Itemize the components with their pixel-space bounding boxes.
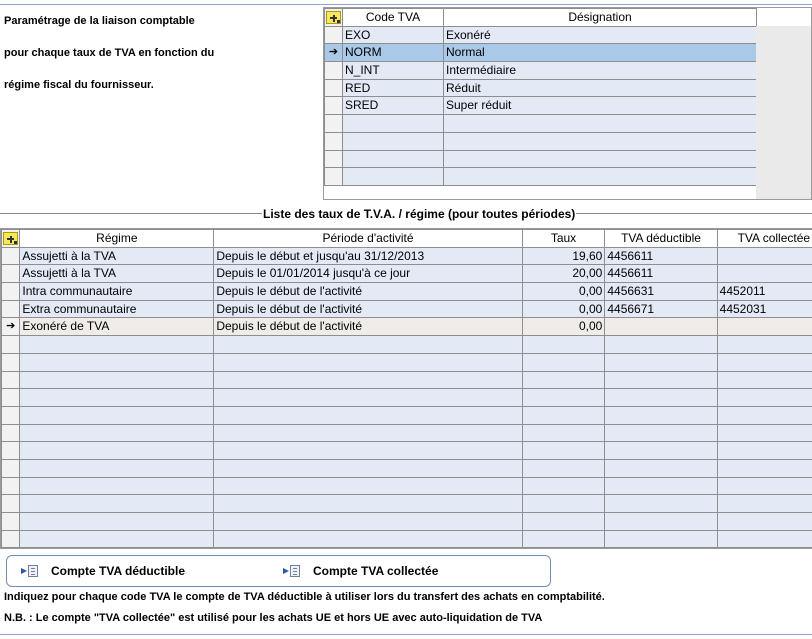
empty-cell[interactable] xyxy=(522,389,605,407)
taux-cell[interactable]: 0,00 xyxy=(522,300,605,318)
code-cell[interactable]: RED xyxy=(343,79,444,97)
tva-regimes-grid[interactable] xyxy=(0,228,812,549)
row-indicator[interactable] xyxy=(2,318,20,336)
empty-cell[interactable] xyxy=(20,353,214,371)
code-cell[interactable]: N_INT xyxy=(343,62,444,80)
regime-cell[interactable]: Intra communautaire xyxy=(20,283,214,301)
empty-cell[interactable] xyxy=(717,389,812,407)
table-row[interactable] xyxy=(325,168,757,186)
table-row[interactable] xyxy=(325,62,757,80)
empty-cell[interactable] xyxy=(522,530,605,548)
empty-cell[interactable] xyxy=(20,495,214,513)
table-row[interactable] xyxy=(2,424,812,442)
empty-cell[interactable] xyxy=(717,442,812,460)
empty-cell[interactable] xyxy=(444,115,757,133)
empty-cell[interactable] xyxy=(605,424,717,442)
empty-cell[interactable] xyxy=(717,371,812,389)
row-indicator[interactable] xyxy=(2,283,20,301)
empty-cell[interactable] xyxy=(522,513,605,531)
regime-cell[interactable]: Extra communautaire xyxy=(20,300,214,318)
row-indicator[interactable] xyxy=(325,115,343,133)
empty-cell[interactable] xyxy=(214,336,522,354)
column-header-periode[interactable]: Période d'activité xyxy=(214,230,522,248)
deductible-cell[interactable] xyxy=(605,318,717,336)
row-indicator[interactable] xyxy=(325,168,343,186)
row-indicator[interactable] xyxy=(2,300,20,318)
table-row[interactable] xyxy=(2,459,812,477)
table-row[interactable] xyxy=(2,530,812,548)
row-indicator[interactable] xyxy=(2,406,20,424)
grid-empty-area xyxy=(756,26,812,200)
empty-cell[interactable] xyxy=(605,406,717,424)
taux-cell[interactable]: 19,60 xyxy=(522,247,605,265)
row-indicator[interactable] xyxy=(2,371,20,389)
empty-cell[interactable] xyxy=(605,459,717,477)
empty-cell[interactable] xyxy=(343,150,444,168)
link-account-icon xyxy=(21,564,39,578)
empty-cell[interactable] xyxy=(214,389,522,407)
row-indicator[interactable] xyxy=(325,62,343,80)
collectee-cell[interactable]: 4452011 xyxy=(717,283,812,301)
intro-line-1: Paramétrage de la liaison comptable xyxy=(4,15,195,27)
row-indicator[interactable] xyxy=(2,389,20,407)
empty-cell[interactable] xyxy=(214,353,522,371)
table-row[interactable] xyxy=(2,247,812,265)
empty-cell[interactable] xyxy=(605,389,717,407)
row-indicator[interactable] xyxy=(2,424,20,442)
periode-cell[interactable]: Depuis le 01/01/2014 jusqu'à ce jour xyxy=(214,265,522,283)
row-indicator[interactable] xyxy=(325,132,343,150)
code-cell[interactable]: NORM xyxy=(343,44,444,62)
table-row[interactable] xyxy=(2,513,812,531)
empty-cell[interactable] xyxy=(214,477,522,495)
table-row[interactable] xyxy=(2,265,812,283)
empty-cell[interactable] xyxy=(20,406,214,424)
table-row[interactable] xyxy=(325,115,757,133)
regime-cell[interactable]: Assujetti à la TVA xyxy=(20,247,214,265)
empty-cell[interactable] xyxy=(20,459,214,477)
taux-cell[interactable]: 0,00 xyxy=(522,318,605,336)
column-header-deductible[interactable]: TVA déductible xyxy=(605,230,717,248)
empty-cell[interactable] xyxy=(605,477,717,495)
row-pointer-icon: ➔ xyxy=(6,320,16,333)
empty-cell[interactable] xyxy=(214,406,522,424)
section-title: Liste des taux de T.V.A. / régime (pour toutes périodes) xyxy=(263,207,576,221)
row-indicator[interactable] xyxy=(325,26,343,44)
add-row-button[interactable] xyxy=(325,9,343,27)
empty-cell[interactable] xyxy=(214,442,522,460)
empty-cell[interactable] xyxy=(214,424,522,442)
empty-cell[interactable] xyxy=(444,168,757,186)
account-toolbar xyxy=(6,555,551,587)
table-row[interactable] xyxy=(325,150,757,168)
empty-cell[interactable] xyxy=(214,513,522,531)
empty-cell[interactable] xyxy=(444,132,757,150)
deductible-cell[interactable]: 4456611 xyxy=(605,247,717,265)
empty-cell[interactable] xyxy=(214,371,522,389)
collectee-button-label: Compte TVA collectée xyxy=(313,564,439,578)
table-row[interactable] xyxy=(2,353,812,371)
empty-cell[interactable] xyxy=(605,513,717,531)
collectee-cell[interactable] xyxy=(717,318,812,336)
empty-cell[interactable] xyxy=(717,477,812,495)
empty-cell[interactable] xyxy=(717,513,812,531)
empty-cell[interactable] xyxy=(605,371,717,389)
nb-note: N.B. : Le compte "TVA collectée" est utilisé pour les achats UE et hors UE avec auto-liquidation de TVA xyxy=(4,612,543,624)
empty-cell[interactable] xyxy=(522,353,605,371)
empty-cell[interactable] xyxy=(605,442,717,460)
table-row[interactable] xyxy=(325,44,757,62)
empty-cell[interactable] xyxy=(605,530,717,548)
designation-cell[interactable]: Normal xyxy=(444,44,757,62)
collectee-cell[interactable]: 4452031 xyxy=(717,300,812,318)
table-row[interactable] xyxy=(2,300,812,318)
table-row[interactable] xyxy=(2,283,812,301)
table-row[interactable] xyxy=(2,336,812,354)
taux-cell[interactable]: 20,00 xyxy=(522,265,605,283)
column-header-collectee[interactable]: TVA collectée xyxy=(717,230,812,248)
empty-cell[interactable] xyxy=(343,168,444,186)
deductible-cell[interactable]: 4456631 xyxy=(605,283,717,301)
empty-cell[interactable] xyxy=(605,353,717,371)
empty-cell[interactable] xyxy=(605,336,717,354)
row-indicator[interactable] xyxy=(2,530,20,548)
empty-cell[interactable] xyxy=(20,424,214,442)
empty-cell[interactable] xyxy=(20,336,214,354)
empty-cell[interactable] xyxy=(717,530,812,548)
row-indicator[interactable] xyxy=(2,513,20,531)
top-divider xyxy=(0,4,812,5)
row-indicator[interactable] xyxy=(2,247,20,265)
empty-cell[interactable] xyxy=(522,406,605,424)
tva-codes-grid[interactable] xyxy=(323,7,812,200)
regime-cell[interactable]: Exonéré de TVA xyxy=(20,318,214,336)
row-indicator[interactable] xyxy=(2,459,20,477)
table-row[interactable] xyxy=(325,132,757,150)
empty-cell[interactable] xyxy=(20,513,214,531)
empty-cell[interactable] xyxy=(522,336,605,354)
table-row[interactable] xyxy=(325,26,757,44)
empty-cell[interactable] xyxy=(717,495,812,513)
code-cell[interactable]: EXO xyxy=(343,26,444,44)
empty-cell[interactable] xyxy=(20,477,214,495)
section-rule-right xyxy=(572,213,812,214)
empty-cell[interactable] xyxy=(717,353,812,371)
table-row[interactable] xyxy=(2,389,812,407)
column-header-regime[interactable]: Régime xyxy=(20,230,214,248)
periode-cell[interactable]: Depuis le début de l'activité xyxy=(214,318,522,336)
collectee-cell[interactable] xyxy=(717,247,812,265)
intro-line-3: régime fiscal du fournisseur. xyxy=(4,79,154,91)
help-note: Indiquez pour chaque code TVA le compte de TVA déductible à utiliser lors du transfert des achats en comptabilité. xyxy=(4,591,605,603)
empty-cell[interactable] xyxy=(605,495,717,513)
deductible-button-label: Compte TVA déductible xyxy=(51,564,186,578)
empty-cell[interactable] xyxy=(522,371,605,389)
empty-cell[interactable] xyxy=(717,336,812,354)
row-indicator[interactable] xyxy=(2,442,20,460)
deductible-cell[interactable]: 4456671 xyxy=(605,300,717,318)
table-row[interactable] xyxy=(2,406,812,424)
empty-cell[interactable] xyxy=(20,530,214,548)
row-indicator[interactable] xyxy=(325,79,343,97)
empty-cell[interactable] xyxy=(20,442,214,460)
empty-cell[interactable] xyxy=(214,459,522,477)
intro-text xyxy=(4,14,304,110)
row-indicator[interactable] xyxy=(2,336,20,354)
empty-cell[interactable] xyxy=(343,132,444,150)
collectee-cell[interactable] xyxy=(717,265,812,283)
section-rule-left xyxy=(0,213,262,214)
table-row[interactable] xyxy=(2,318,812,336)
regime-cell[interactable]: Assujetti à la TVA xyxy=(20,265,214,283)
add-row-icon xyxy=(3,232,18,245)
code-cell[interactable]: SRED xyxy=(343,97,444,115)
periode-cell[interactable]: Depuis le début de l'activité xyxy=(214,283,522,301)
empty-cell[interactable] xyxy=(20,371,214,389)
compte-tva-deductible-button[interactable] xyxy=(21,564,185,578)
table-row[interactable] xyxy=(2,371,812,389)
row-indicator[interactable] xyxy=(2,495,20,513)
table-row[interactable] xyxy=(325,79,757,97)
link-account-icon xyxy=(283,564,301,578)
column-header-designation[interactable]: Désignation xyxy=(444,9,757,27)
row-indicator[interactable] xyxy=(325,97,343,115)
periode-cell[interactable]: Depuis le début de l'activité xyxy=(214,300,522,318)
empty-cell[interactable] xyxy=(214,530,522,548)
deductible-cell[interactable]: 4456611 xyxy=(605,265,717,283)
empty-cell[interactable] xyxy=(444,150,757,168)
periode-cell[interactable]: Depuis le début et jusqu'au 31/12/2013 xyxy=(214,247,522,265)
designation-cell[interactable]: Intermédiaire xyxy=(444,62,757,80)
empty-cell[interactable] xyxy=(214,495,522,513)
empty-cell[interactable] xyxy=(522,459,605,477)
designation-cell[interactable]: Réduit xyxy=(444,79,757,97)
empty-cell[interactable] xyxy=(20,389,214,407)
empty-cell[interactable] xyxy=(522,424,605,442)
row-indicator[interactable] xyxy=(2,265,20,283)
compte-tva-collectee-button[interactable] xyxy=(283,564,438,578)
empty-cell[interactable] xyxy=(522,477,605,495)
row-pointer-icon: ➔ xyxy=(328,46,339,59)
column-header-taux[interactable]: Taux xyxy=(522,230,605,248)
row-indicator[interactable] xyxy=(2,477,20,495)
empty-cell[interactable] xyxy=(522,495,605,513)
table-row[interactable] xyxy=(2,495,812,513)
empty-cell[interactable] xyxy=(522,442,605,460)
designation-cell[interactable]: Exonéré xyxy=(444,26,757,44)
row-indicator[interactable] xyxy=(325,44,343,62)
table-row[interactable] xyxy=(2,442,812,460)
empty-cell[interactable] xyxy=(343,115,444,133)
row-indicator[interactable] xyxy=(325,150,343,168)
table-row[interactable] xyxy=(325,97,757,115)
add-row-icon xyxy=(326,11,341,24)
empty-cell[interactable] xyxy=(717,406,812,424)
column-header-code[interactable]: Code TVA xyxy=(343,9,444,27)
designation-cell[interactable]: Super réduit xyxy=(444,97,757,115)
empty-cell[interactable] xyxy=(717,459,812,477)
table-row[interactable] xyxy=(2,477,812,495)
intro-line-2: pour chaque taux de TVA en fonction du xyxy=(4,47,215,59)
empty-cell[interactable] xyxy=(717,424,812,442)
row-indicator[interactable] xyxy=(2,353,20,371)
bottom-divider xyxy=(0,634,812,635)
add-row-button[interactable] xyxy=(2,230,20,248)
taux-cell[interactable]: 0,00 xyxy=(522,283,605,301)
